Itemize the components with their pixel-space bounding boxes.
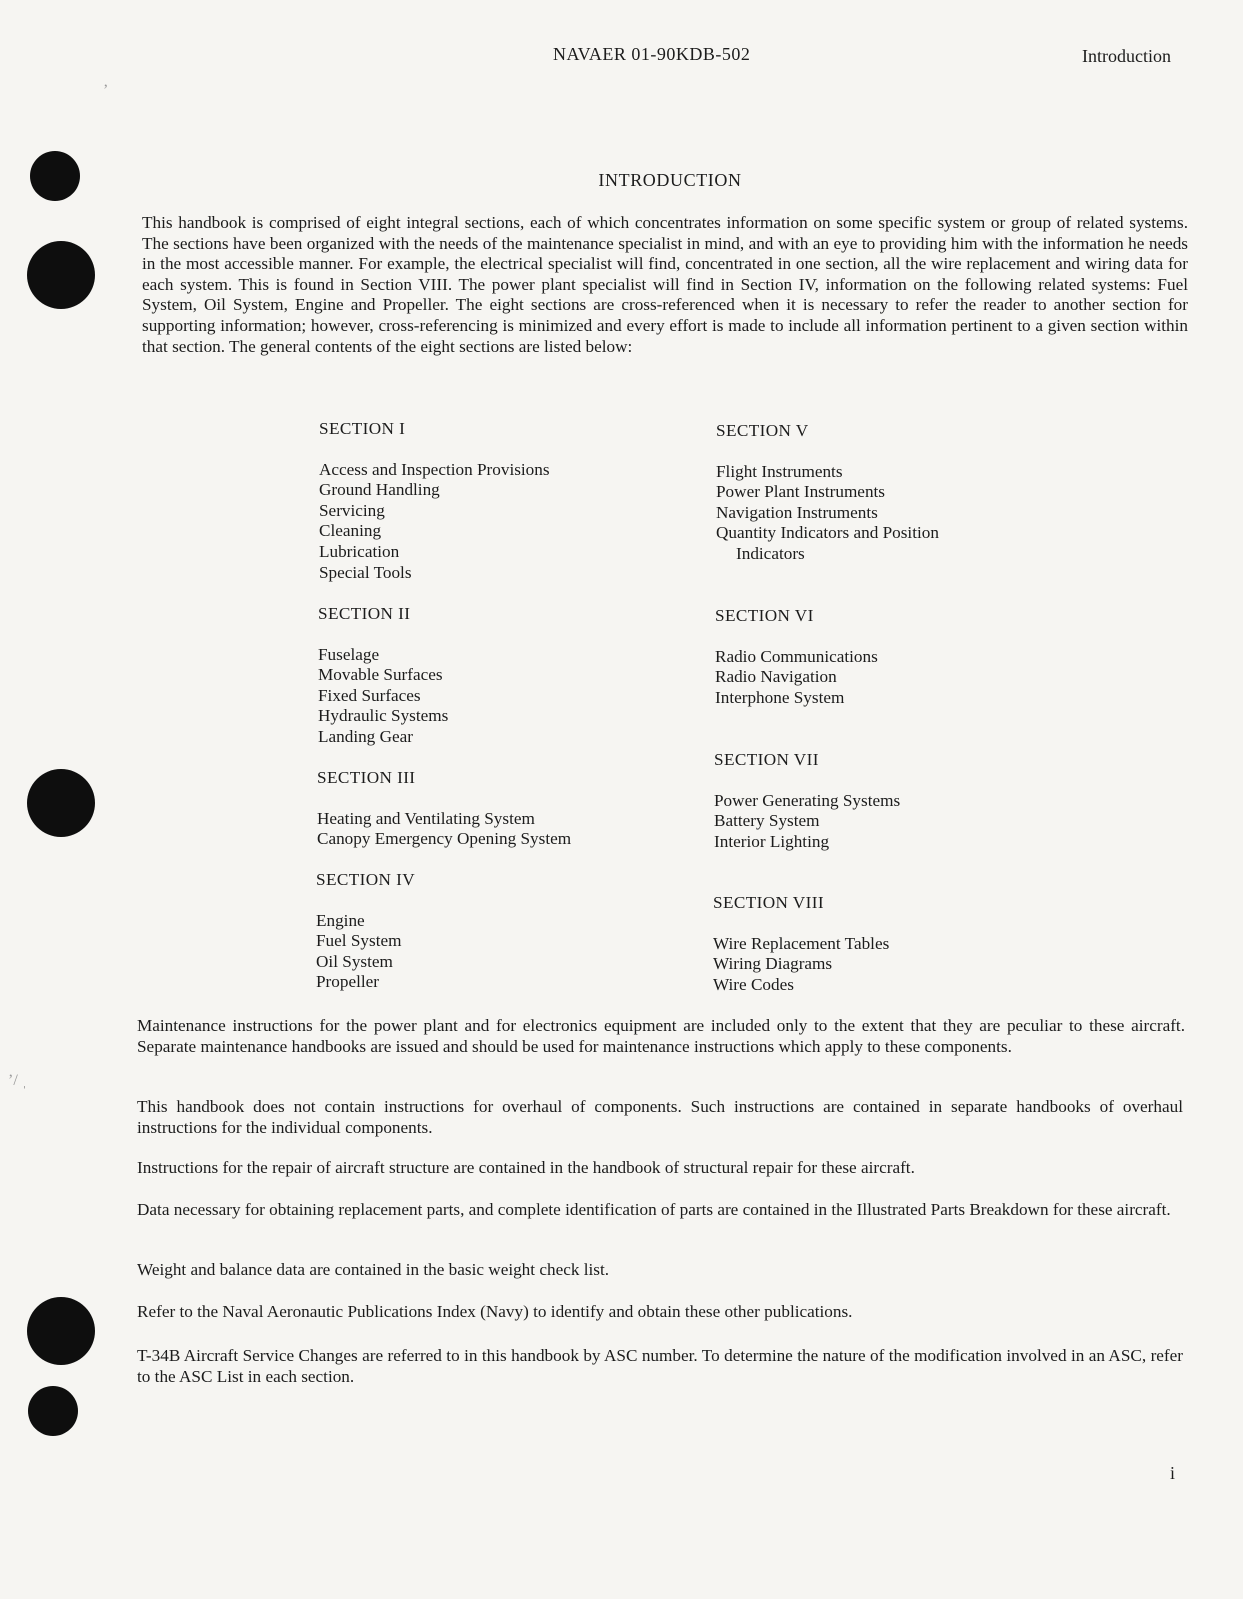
section-item: Radio Navigation <box>715 667 837 687</box>
section-item: Canopy Emergency Opening System <box>317 829 572 849</box>
stray-mark: ʼ <box>103 82 109 99</box>
section-item: Power Generating Systems <box>714 790 901 810</box>
section-item: Movable Surfaces <box>318 665 443 685</box>
section-item: Ground Handling <box>319 480 440 500</box>
section-item: Navigation Instruments <box>716 502 878 522</box>
section-heading: SECTION I <box>319 419 406 438</box>
page-number: i <box>1170 1463 1176 1483</box>
page-title: INTRODUCTION <box>598 170 742 190</box>
section-i <box>319 419 550 583</box>
body-paragraph: T-34B Aircraft Service Changes are referred to in this handbook by ASC number. To determine the nature of the modification involved in an ASC, refer to the ASC List in each section. <box>137 1346 1183 1386</box>
section-item: Lubrication <box>319 541 400 561</box>
body-paragraph: Data necessary for obtaining replacement parts, and complete identification of parts are contained in the Illustrated Parts Breakdown for these aircraft. <box>137 1200 1171 1219</box>
section-item: Battery System <box>714 811 820 831</box>
section-item: Special Tools <box>319 562 412 582</box>
section-vii <box>714 750 900 852</box>
section-heading: SECTION VI <box>715 606 814 625</box>
section-heading: SECTION V <box>716 421 809 440</box>
document-number: NAVAER 01-90KDB-502 <box>553 44 751 64</box>
section-viii <box>713 893 889 995</box>
section-item: Wire Replacement Tables <box>713 933 890 953</box>
section-item: Landing Gear <box>318 726 413 746</box>
section-iv <box>316 870 415 993</box>
section-item: Fuel System <box>316 931 402 951</box>
section-heading: SECTION III <box>317 768 416 787</box>
punch-hole <box>28 1386 78 1436</box>
stray-mark: ʼ/ ˌ <box>8 1072 28 1089</box>
section-item: Servicing <box>319 500 385 520</box>
section-item: Heating and Ventilating System <box>317 808 535 828</box>
punch-hole <box>27 769 95 837</box>
section-heading: SECTION VII <box>714 750 819 769</box>
section-item: Wiring Diagrams <box>713 954 833 974</box>
intro-paragraph: This handbook is comprised of eight integral sections, each of which concentrates information on some specific system or group of related systems. The sections have been organized with the needs of the maintenance specialist in mind, and with an eye to providing him with the information he needs in the most accessible manner. For example, the electrical specialist will find, concentrated in one section, all the wire replacement and wiring data for each system. This is found in Section VIII. The power plant specialist will find in Section IV, information on the following related systems: Fuel System, Oil System, Engine and Propeller. The eight sections are cross-referenced when it is necessary to refer the reader to another section for supporting information; however, cross-referencing is minimized and every effort is made to include all information pertinent to a given section within that section. The general contents of the eight sections are listed below: <box>142 213 1188 356</box>
section-heading: SECTION IV <box>316 870 416 889</box>
section-item: Cleaning <box>319 521 382 541</box>
body-paragraph: Maintenance instructions for the power plant and for electronics equipment are included only to the extent that they are peculiar to these aircraft. Separate maintenance handbooks are issued and should be used for maintenance instructions which apply to these components. <box>137 1016 1185 1056</box>
section-heading: SECTION VIII <box>713 893 824 912</box>
section-item: Access and Inspection Provisions <box>319 459 550 479</box>
section-heading: SECTION II <box>318 604 411 623</box>
section-item: Interphone System <box>715 687 845 707</box>
section-item: Flight Instruments <box>716 461 843 481</box>
punch-hole <box>27 241 95 309</box>
section-item: Interior Lighting <box>714 831 830 851</box>
section-v <box>716 421 939 565</box>
section-item: Wire Codes <box>713 974 794 994</box>
section-item: Fixed Surfaces <box>318 685 421 705</box>
section-item: Power Plant Instruments <box>716 482 885 502</box>
section-item: Oil System <box>316 951 393 971</box>
chapter-label: Introduction <box>1082 46 1171 66</box>
body-paragraph: Refer to the Naval Aeronautic Publications Index (Navy) to identify and obtain these other publications. <box>137 1302 853 1321</box>
section-ii <box>318 604 448 748</box>
section-iii <box>317 768 571 850</box>
section-item: Indicators <box>736 543 805 563</box>
section-item: Engine <box>316 910 365 930</box>
punch-hole <box>27 1297 95 1365</box>
body-paragraph: Weight and balance data are contained in the basic weight check list. <box>137 1260 610 1279</box>
section-item: Hydraulic Systems <box>318 706 449 726</box>
section-item: Radio Communications <box>715 646 878 666</box>
section-vi <box>715 606 878 708</box>
body-paragraph: Instructions for the repair of aircraft structure are contained in the handbook of structural repair for these aircraft. <box>137 1158 915 1177</box>
section-item: Fuselage <box>318 644 380 664</box>
section-item: Quantity Indicators and Position <box>716 523 939 543</box>
section-item: Propeller <box>316 972 380 992</box>
body-paragraph: This handbook does not contain instructions for overhaul of components. Such instructions are contained in separate handbooks of overhaul instructions for the individual components. <box>137 1097 1183 1137</box>
